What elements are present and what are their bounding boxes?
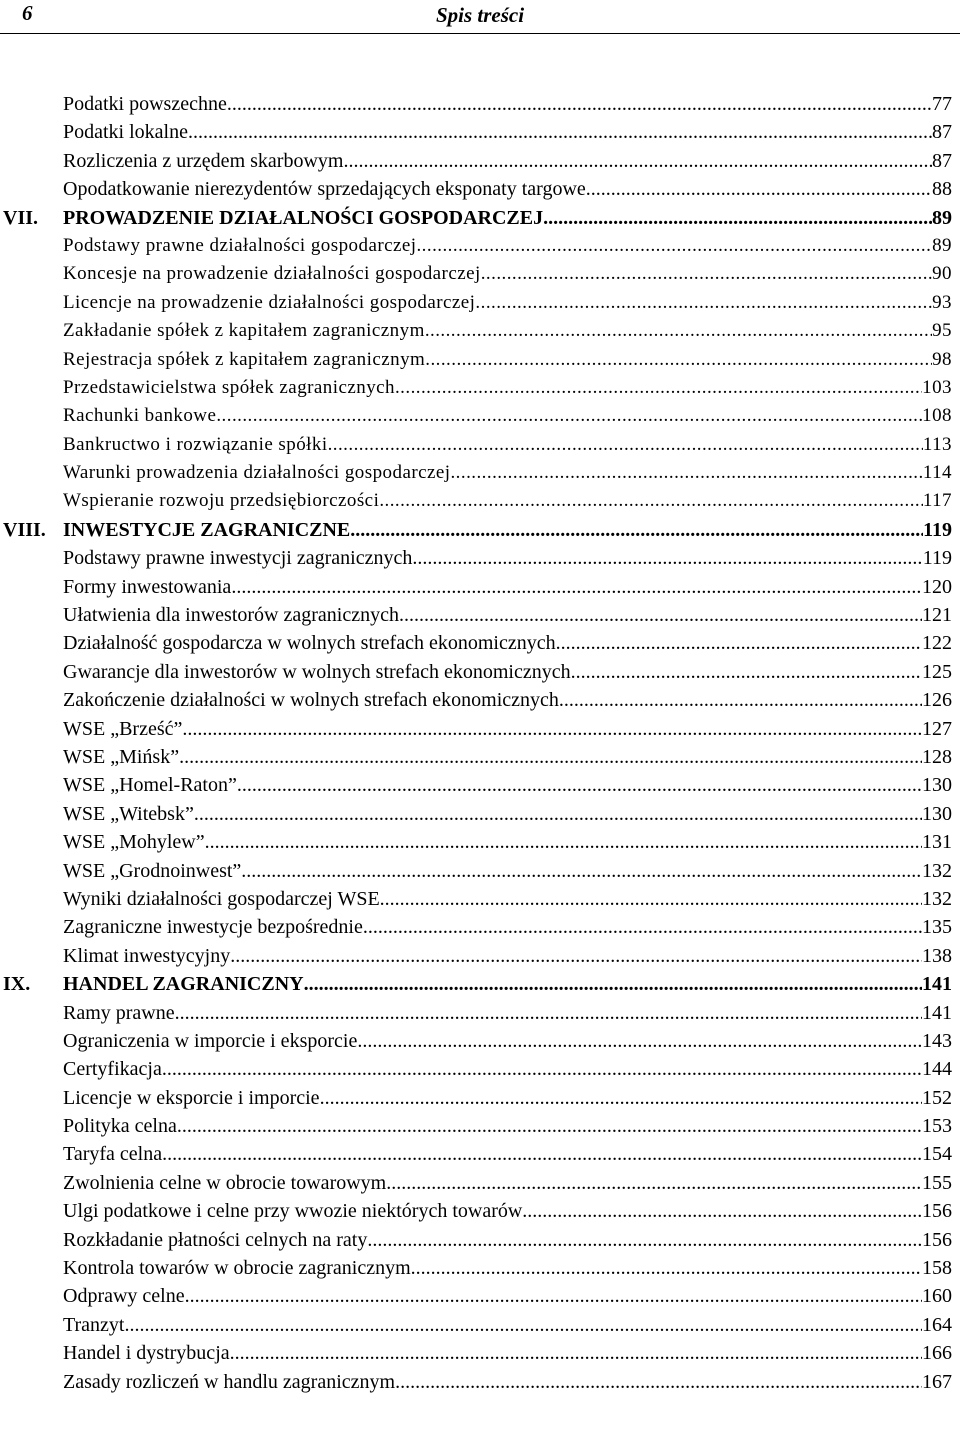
toc-page-number: 156 — [922, 1228, 952, 1251]
toc-page-number: 141 — [922, 1001, 952, 1024]
toc-entry-title: Handel i dystrybucja — [63, 1342, 230, 1365]
toc-page-number: 95 — [932, 320, 952, 342]
toc-dot-leader — [182, 715, 922, 743]
toc-entry[interactable] — [0, 232, 960, 260]
toc-dot-leader — [241, 857, 922, 885]
toc-entry-title: Rozkładanie płatności celnych na raty — [63, 1228, 368, 1251]
toc-dot-leader — [230, 1339, 922, 1367]
toc-dot-leader — [343, 147, 932, 175]
toc-page-number: 130 — [922, 802, 952, 825]
toc-entry-title: Zakładanie spółek z kapitałem zagranicznym — [63, 320, 425, 342]
toc-entry[interactable] — [0, 374, 960, 402]
toc-page-number: 166 — [922, 1342, 952, 1365]
toc-entry-title: Zasady rozliczeń w handlu zagranicznym — [63, 1370, 396, 1393]
toc-dot-leader — [559, 686, 922, 714]
toc-entry[interactable] — [0, 289, 960, 317]
toc-page-number: 144 — [922, 1058, 952, 1081]
toc-entry[interactable] — [0, 1140, 960, 1168]
toc-entry-title: Kontrola towarów w obrocie zagranicznym — [63, 1257, 411, 1280]
toc-line — [63, 232, 952, 260]
toc-page-number: 167 — [922, 1370, 952, 1393]
page-title: Spis treści — [435, 3, 525, 27]
toc-entry-title: Opodatkowanie nierezydentów sprzedających eksponaty targowe — [63, 178, 586, 201]
toc-page-number: 132 — [922, 859, 952, 882]
toc-entry[interactable] — [0, 601, 960, 629]
toc-entry[interactable] — [0, 260, 960, 288]
toc-line — [63, 1197, 952, 1225]
toc-dot-leader — [481, 260, 932, 288]
toc-page-number: 122 — [922, 632, 952, 655]
toc-entry-title: WSE „Mohylew” — [63, 831, 205, 854]
toc-entry[interactable] — [0, 1084, 960, 1112]
toc-dot-leader — [571, 658, 922, 686]
toc-line — [63, 1027, 952, 1055]
toc-line — [63, 1282, 952, 1310]
toc-entry[interactable] — [0, 942, 960, 970]
toc-line — [63, 999, 952, 1027]
toc-line — [63, 175, 952, 203]
toc-page-number: 135 — [922, 916, 952, 939]
toc-entry[interactable] — [0, 913, 960, 941]
toc-entry-title: Wyniki działalności gospodarczej WSE — [63, 887, 380, 910]
toc-entry[interactable] — [0, 629, 960, 657]
toc-line — [63, 857, 952, 885]
header-divider — [0, 33, 960, 34]
toc-line — [63, 942, 952, 970]
toc-entry[interactable] — [0, 1169, 960, 1197]
toc-dot-leader — [237, 771, 922, 799]
toc-entry-title: Formy inwestowania — [63, 575, 232, 598]
toc-entry[interactable] — [0, 175, 960, 203]
toc-line — [63, 1112, 952, 1140]
toc-entry-title: Działalność gospodarcza w wolnych strefach ekonomicznych — [63, 632, 556, 655]
toc-entry-title: Odprawy celne — [63, 1285, 185, 1308]
toc-entry-title: Podstawy prawne inwestycji zagranicznych — [63, 547, 413, 570]
toc-dot-leader — [205, 828, 922, 856]
toc-dot-leader — [350, 516, 923, 544]
toc-dot-leader — [543, 204, 932, 232]
toc-entry-title: Podatki powszechne — [63, 93, 227, 115]
toc-entry-title: Rozliczenia z urzędem skarbowym — [63, 149, 344, 172]
toc-page-number: 131 — [922, 831, 952, 854]
toc-dot-leader — [304, 970, 922, 998]
page-header — [0, 0, 960, 38]
toc-dot-leader — [386, 1169, 922, 1197]
toc-line — [63, 431, 952, 459]
toc-line — [63, 487, 952, 515]
toc-dot-leader — [395, 1368, 922, 1396]
toc-line — [63, 1254, 952, 1282]
toc-dot-leader — [231, 573, 922, 601]
toc-dot-leader — [179, 743, 922, 771]
toc-chapter-number: IX. — [3, 973, 31, 996]
toc-line — [63, 1169, 952, 1197]
toc-entry[interactable] — [0, 1282, 960, 1310]
toc-line — [63, 715, 952, 743]
toc-entry-title: PROWADZENIE DZIAŁALNOŚCI GOSPODARCZEJ — [63, 206, 544, 229]
toc-entry-title: Gwarancje dla inwestorów w wolnych strefach ekonomicznych — [63, 660, 571, 683]
toc-dot-leader — [216, 402, 922, 430]
toc-page-number: 126 — [922, 689, 952, 712]
toc-entry-title: HANDEL ZAGRANICZNY — [63, 973, 304, 996]
toc-entry[interactable] — [0, 1112, 960, 1140]
toc-entry[interactable] — [0, 90, 960, 118]
toc-line — [63, 629, 952, 657]
toc-page-number: 89 — [932, 234, 952, 256]
toc-page-number: 87 — [932, 121, 952, 144]
toc-chapter-heading[interactable] — [0, 970, 960, 998]
toc-page-number: 158 — [922, 1257, 952, 1280]
toc-page-number: 130 — [922, 774, 952, 797]
toc-entry[interactable] — [0, 771, 960, 799]
toc-page-number: 143 — [922, 1029, 952, 1052]
toc-entry-title: Zakończenie działalności w wolnych strefach ekonomicznych — [63, 689, 559, 712]
toc-entry-title: Certyfikacja — [63, 1058, 162, 1081]
toc-dot-leader — [363, 913, 922, 941]
toc-page-number: 77 — [932, 93, 952, 115]
toc-line — [63, 573, 952, 601]
table-of-contents — [0, 90, 960, 1396]
toc-entry[interactable] — [0, 1339, 960, 1367]
toc-line — [63, 260, 952, 288]
toc-entry[interactable] — [0, 118, 960, 146]
toc-entry-title: INWESTYCJE ZAGRANICZNE — [63, 518, 351, 541]
toc-page-number: 114 — [922, 462, 952, 484]
toc-page-number: 121 — [922, 604, 952, 627]
toc-line — [63, 800, 952, 828]
toc-entry[interactable] — [0, 402, 960, 430]
toc-dot-leader — [230, 942, 922, 970]
toc-entry-title: Rachunki bankowe — [63, 405, 217, 427]
toc-entry-title: Ułatwienia dla inwestorów zagranicznych — [63, 604, 399, 627]
toc-dot-leader — [411, 1254, 922, 1282]
toc-entry-title: Wspieranie rozwoju przedsiębiorczości — [63, 490, 380, 512]
toc-page-number: 119 — [922, 547, 952, 570]
toc-dot-leader — [380, 885, 922, 913]
toc-page-number: 89 — [932, 206, 952, 229]
toc-page-number: 127 — [922, 717, 952, 740]
toc-entry-title: Licencje w eksporcie i imporcie — [63, 1086, 320, 1109]
toc-entry[interactable] — [0, 317, 960, 345]
toc-dot-leader — [357, 1027, 922, 1055]
toc-line — [63, 1339, 952, 1367]
toc-entry-title: Ulgi podatkowe i celne przy wwozie niektórych towarów — [63, 1200, 523, 1223]
toc-dot-leader — [162, 1055, 922, 1083]
toc-entry[interactable] — [0, 1055, 960, 1083]
toc-entry[interactable] — [0, 544, 960, 572]
toc-line — [63, 1368, 952, 1396]
toc-entry-title: WSE „Homel-Raton” — [63, 774, 237, 797]
toc-line — [63, 544, 952, 572]
toc-entry[interactable] — [0, 573, 960, 601]
toc-line — [63, 346, 952, 374]
toc-entry[interactable] — [0, 1368, 960, 1396]
toc-dot-leader — [177, 1112, 922, 1140]
toc-page-number: 119 — [923, 518, 952, 541]
toc-entry-title: Warunki prowadzenia działalności gospodarczej — [63, 462, 451, 484]
toc-entry-title: WSE „Brześć” — [63, 717, 183, 740]
toc-dot-leader — [522, 1197, 922, 1225]
toc-entry[interactable] — [0, 487, 960, 515]
toc-entry[interactable] — [0, 828, 960, 856]
toc-page-number: 120 — [922, 575, 952, 598]
toc-line — [63, 90, 952, 118]
toc-line — [63, 459, 952, 487]
toc-chapter-heading[interactable] — [0, 516, 960, 544]
toc-line — [63, 885, 952, 913]
toc-entry[interactable] — [0, 459, 960, 487]
toc-entry-title: Taryfa celna — [63, 1143, 163, 1166]
toc-line — [63, 771, 952, 799]
toc-line — [63, 317, 952, 345]
toc-entry[interactable] — [0, 346, 960, 374]
toc-line — [63, 1311, 952, 1339]
toc-page-number: 156 — [922, 1200, 952, 1223]
toc-entry-title: Zwolnienia celne w obrocie towarowym — [63, 1171, 387, 1194]
toc-entry[interactable] — [0, 999, 960, 1027]
toc-dot-leader — [416, 232, 932, 260]
toc-entry-title: Podstawy prawne działalności gospodarczej — [63, 234, 417, 256]
toc-line — [63, 970, 952, 998]
toc-line — [63, 658, 952, 686]
toc-page-number: 153 — [922, 1115, 952, 1138]
toc-line — [63, 743, 952, 771]
toc-dot-leader — [188, 118, 932, 146]
toc-entry[interactable] — [0, 1311, 960, 1339]
toc-chapter-number: VIII. — [3, 518, 46, 541]
toc-dot-leader — [425, 346, 932, 374]
toc-page-number: 108 — [922, 405, 952, 427]
toc-entry[interactable] — [0, 1226, 960, 1254]
toc-dot-leader — [450, 459, 922, 487]
toc-page-number: 164 — [922, 1313, 952, 1336]
toc-entry[interactable] — [0, 1027, 960, 1055]
toc-page-number: 117 — [922, 490, 952, 512]
toc-line — [63, 1226, 952, 1254]
toc-entry-title: Tranzyt — [63, 1313, 125, 1336]
toc-dot-leader — [175, 999, 922, 1027]
toc-line — [63, 289, 952, 317]
toc-page-number: 132 — [922, 887, 952, 910]
toc-dot-leader — [379, 487, 923, 515]
toc-entry-title: Rejestracja spółek z kapitałem zagranicznym — [63, 348, 426, 370]
toc-dot-leader — [227, 90, 932, 118]
toc-page-number: 152 — [922, 1086, 952, 1109]
toc-line — [63, 147, 952, 175]
toc-entry-title: Ramy prawne — [63, 1001, 175, 1024]
toc-dot-leader — [475, 289, 932, 317]
toc-page-number: 90 — [932, 263, 952, 285]
toc-entry-title: Przedstawicielstwa spółek zagranicznych — [63, 376, 395, 398]
toc-entry[interactable] — [0, 147, 960, 175]
toc-entry[interactable] — [0, 1197, 960, 1225]
toc-line — [63, 913, 952, 941]
toc-page-number: 160 — [922, 1285, 952, 1308]
toc-entry[interactable] — [0, 715, 960, 743]
toc-page-number: 138 — [922, 944, 952, 967]
toc-page-number: 103 — [922, 376, 952, 398]
toc-page-number: 155 — [922, 1171, 952, 1194]
toc-line — [63, 1140, 952, 1168]
toc-page-number: 93 — [932, 291, 952, 313]
toc-entry-title: Koncesje na prowadzenie działalności gospodarczej — [63, 263, 481, 285]
toc-entry-title: Polityka celna — [63, 1115, 177, 1138]
toc-dot-leader — [185, 1282, 922, 1310]
toc-entry-title: Bankructwo i rozwiązanie spółki — [63, 433, 328, 455]
toc-line — [63, 118, 952, 146]
toc-entry-title: Licencje na prowadzenie działalności gospodarczej — [63, 291, 476, 313]
toc-dot-leader — [194, 800, 922, 828]
toc-page-number: 128 — [922, 745, 952, 768]
toc-dot-leader — [556, 629, 922, 657]
toc-entry[interactable] — [0, 431, 960, 459]
toc-page-number: 113 — [922, 433, 952, 455]
toc-page-number: 154 — [922, 1143, 952, 1166]
toc-dot-leader — [395, 374, 922, 402]
toc-page-number: 125 — [922, 660, 952, 683]
toc-entry-title: WSE „Grodnoinwest” — [63, 859, 242, 882]
toc-line — [63, 516, 952, 544]
toc-page-number: 141 — [922, 973, 952, 996]
page-number: 6 — [22, 1, 33, 25]
toc-chapter-number: VII. — [3, 206, 39, 229]
toc-line — [63, 1055, 952, 1083]
toc-entry-title: Podatki lokalne — [63, 121, 188, 144]
toc-page-number: 98 — [932, 348, 952, 370]
toc-page-number: 88 — [932, 178, 952, 201]
toc-line — [63, 686, 952, 714]
toc-entry[interactable] — [0, 686, 960, 714]
toc-entry-title: Ograniczenia w imporcie i eksporcie — [63, 1029, 358, 1052]
toc-dot-leader — [367, 1226, 922, 1254]
toc-dot-leader — [425, 317, 932, 345]
toc-entry[interactable] — [0, 658, 960, 686]
toc-line — [63, 1084, 952, 1112]
toc-dot-leader — [586, 175, 932, 203]
toc-dot-leader — [412, 544, 922, 572]
toc-dot-leader — [162, 1140, 922, 1168]
toc-entry[interactable] — [0, 743, 960, 771]
toc-entry-title: Klimat inwestycyjny — [63, 944, 231, 967]
toc-line — [63, 374, 952, 402]
toc-entry[interactable] — [0, 800, 960, 828]
toc-line — [63, 204, 952, 232]
toc-dot-leader — [328, 431, 923, 459]
toc-line — [63, 601, 952, 629]
toc-entry-title: WSE „Witebsk” — [63, 802, 194, 825]
toc-entry-title: WSE „Mińsk” — [63, 745, 180, 768]
toc-line — [63, 402, 952, 430]
toc-chapter-heading[interactable] — [0, 204, 960, 232]
toc-line — [63, 828, 952, 856]
toc-entry[interactable] — [0, 857, 960, 885]
toc-page-number: 87 — [932, 149, 952, 172]
toc-dot-leader — [124, 1311, 922, 1339]
toc-entry[interactable] — [0, 885, 960, 913]
toc-entry-title: Zagraniczne inwestycje bezpośrednie — [63, 916, 363, 939]
toc-dot-leader — [399, 601, 922, 629]
toc-dot-leader — [320, 1084, 922, 1112]
toc-entry[interactable] — [0, 1254, 960, 1282]
